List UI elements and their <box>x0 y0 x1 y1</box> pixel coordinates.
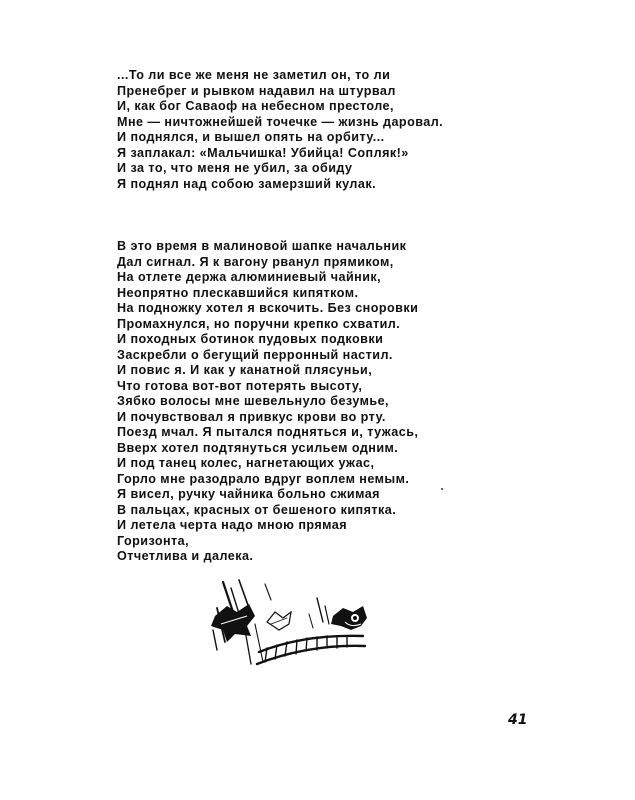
poem-line: На подножку хотел я вскочить. Без сноровки <box>117 301 419 315</box>
poem-stanza-1 <box>117 68 443 192</box>
poem-line: В это время в малиновой шапке начальник <box>117 239 407 253</box>
poem-line: И, как бог Саваоф на небесном престоле, <box>117 99 394 113</box>
poem-line: Отчетлива и далека. <box>117 549 254 563</box>
poem-line: И повис я. И как у канатной плясуньи, <box>117 363 373 377</box>
poem-line: Промахнулся, но поручни крепко схватил. <box>117 316 401 331</box>
poem-line: И поднялся, и вышел опять на орбиту... <box>117 130 385 144</box>
poem-line: И почувствовал я привкус крови во рту. <box>117 409 386 424</box>
poem-line: Горизонта, <box>117 533 190 548</box>
poem-line: ...То ли все же меня не заметил он, то ли <box>117 68 391 82</box>
poem-line: Неопрятно плескавшийся кипятком. <box>117 285 359 300</box>
poem-line: Дал сигнал. Я к вагону рванул прямиком, <box>117 254 394 269</box>
print-speck <box>441 488 443 490</box>
poem-line: Вверх хотел подтянуться усильем одним. <box>117 440 399 455</box>
poem-line: Я висел, ручку чайника больно сжимая <box>117 487 380 501</box>
poem-line: Заскребли о бегущий перронный настил. <box>117 347 393 362</box>
poem-line: В пальцах, красных от бешеного кипятка. <box>117 502 397 517</box>
railway-leaves-illustration <box>205 578 370 670</box>
poem-line: И летела черта надо мною прямая <box>117 518 348 532</box>
poem-line: Горло мне разодрало вдруг воплем немым. <box>117 471 410 486</box>
poem-line: Мне — ничтожнейшей точечке — жизнь даровал. <box>117 114 444 129</box>
page-number: 41 <box>508 712 528 728</box>
poem-line: На отлете держа алюминиевый чайник, <box>117 270 382 284</box>
poem-line: И походных ботинок пудовых подковки <box>117 332 384 346</box>
poem-line: Зябко волосы мне шевельнуло безумье, <box>117 394 389 408</box>
poem-line: И за то, что меня не убил, за обиду <box>117 161 353 175</box>
poem-line: И под танец колес, нагнетающих ужас, <box>117 456 375 470</box>
poem-line: Поезд мчал. Я пытался подняться и, тужась, <box>117 425 419 439</box>
poem-stanza-2 <box>117 239 418 565</box>
poem-line: Пренебрег и рывком надавил на штурвал <box>117 83 396 98</box>
poem-line: Я поднял над собою замерзший кулак. <box>117 176 377 191</box>
poem-line: Что готова вот-вот потерять высоту, <box>117 378 363 393</box>
poem-line: Я заплакал: «Мальчишка! Убийца! Сопляк!» <box>117 145 409 160</box>
